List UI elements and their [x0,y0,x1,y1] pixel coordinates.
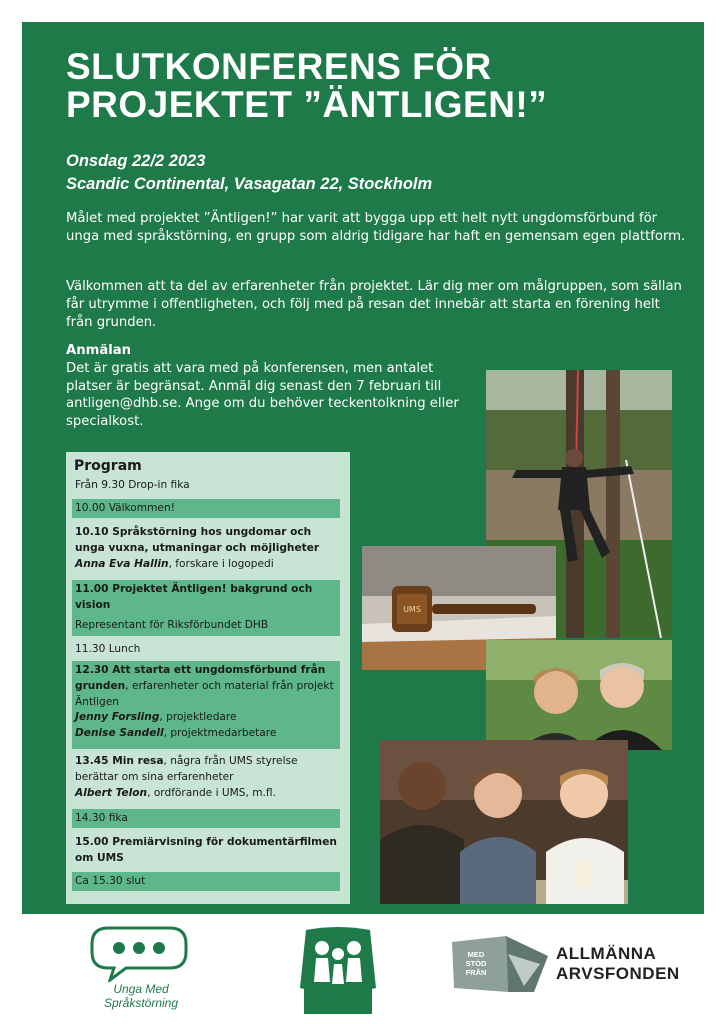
arvsfonden-text: ALLMÄNNA ARVSFONDEN [556,944,680,983]
program-item: Ca 15.30 slut [72,872,340,891]
program-item: 11.30 Lunch [75,643,141,655]
group-photo [380,740,628,904]
svg-text:UMS: UMS [403,605,421,614]
registration-heading: Anmälan [66,343,132,358]
program-item: 11.00 Projektet Äntligen! bakgrund och vision Representant för Riksförbundet DHB [72,580,340,636]
intro-paragraph-2: Välkommen att ta del av erfarenheter från projektet. Lär dig mer om målgruppen, som sällan får utrymme i offentligheten, och följ med på resan det innebär att starta en förening helt från grunden. [66,279,682,330]
group-illustration [380,740,628,904]
title-line-1: SLUTKONFERENS FÖR [66,46,492,87]
program-item: 13.45 Min resa, några från UMS styrelse berättar om sina erfarenheter Albert Telon, ordförande i UMS, m.fl. [75,755,298,799]
program-item: Från 9.30 Drop-in fika [75,479,190,491]
med-stod-fran-text: MED STÖD FRÅN [465,950,487,977]
ums-logo-text: Unga Med Språkstörning [103,982,179,1010]
program-item: 15.00 Premiärvisning för dokumentärfilmen om UMS [75,836,337,864]
program-heading: Program [74,458,142,474]
title-line-2: PROJEKTET ”ÄNTLIGEN!” [66,84,548,125]
program-item: 10.10 Språkstörning hos ungdomar och unga vuxna, utmaningar och möjligheter Anna Eva Hallin, forskare i logopedi [75,526,320,570]
intro-paragraph-1: Målet med projektet ”Äntligen!” har varit att bygga upp ett helt nytt ungdomsförbund för unga med språkstörning, en grupp som aldrig tidigare har haft en gemensam egen plattform. [66,211,686,244]
dhb-logo-text: DHB [323,990,353,1005]
registration-text: Det är gratis att vara med på konferensen, men antalet platser är begränsat. Anmäl dig senast den 7 februari till antligen@dhb.se. Ange om du behöver teckentolkning eller specialkost. [66,360,459,430]
program-item: 14.30 fika [72,809,340,828]
two-people-illustration [486,640,672,750]
program-item: 10.00 Välkommen! [72,499,340,518]
program-box [66,452,350,904]
event-venue: Scandic Continental, Vasagatan 22, Stockholm [66,175,433,193]
program-item: 12.30 Att starta ett ungdomsförbund från grunden, erfarenheter och material från projekt Äntligen Jenny Forsling, projektledare Denise Sandell, projektmedarbetare [72,661,340,749]
event-info [66,150,432,196]
event-date: Onsdag 22/2 2023 [66,152,206,170]
registration-section [66,342,466,431]
speech-bubble-icon [88,924,190,982]
page-title [66,48,686,124]
two-people-photo [486,640,672,750]
